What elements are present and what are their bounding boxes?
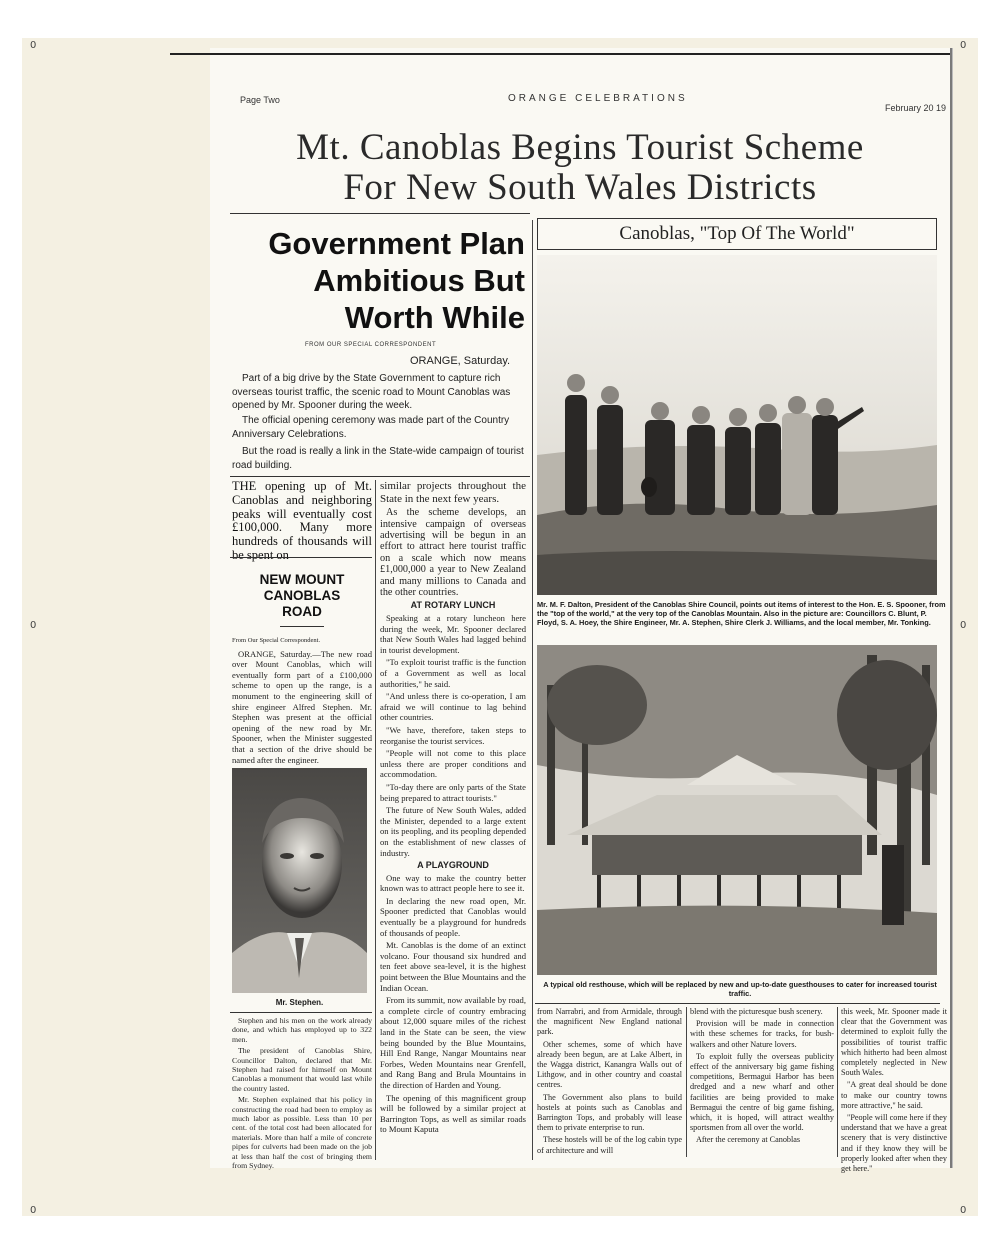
- publication-title: ORANGE CELEBRATIONS: [508, 93, 688, 104]
- paragraph: Speaking at a rotary luncheon here during the week, Mr. Spooner declared that New South Wales had lagged behind in tourist development.: [380, 613, 526, 655]
- portrait-caption: Mr. Stephen.: [275, 998, 324, 1007]
- road-title-line-3: ROAD: [282, 604, 322, 619]
- portrait-photo: [232, 768, 367, 993]
- main-headline: [210, 128, 950, 208]
- paragraph: "To-day there are only parts of the State being prepared to attract tourists.": [380, 781, 526, 803]
- paragraph: ORANGE, Saturday.—The new road over Mount Canoblas, which will eventually form part of a £100,000 scheme to open up the range, is a monument to the engineering skill of shire engineer Alfred Stephen. Mr. Stephen was present at the official opening of the new road by Mr. Spooner, when the Minister suggested that a section of the drive should be named after the engineer.: [232, 648, 372, 765]
- section-box-title: Canoblas, "Top Of The World": [537, 218, 937, 250]
- paragraph: After the ceremony at Canoblas: [696, 1135, 801, 1145]
- road-title-line-2: CANOBLAS: [263, 588, 341, 603]
- paragraph: from Narrabri, and from Armidale, through the magnificent New England national park.: [537, 1007, 682, 1037]
- story-byline: FROM OUR SPECIAL CORRESPONDENT: [305, 342, 437, 348]
- margin-mark-tr: 0: [960, 40, 967, 51]
- paragraph: "People will come here if they understand that we have a great scenery that is very distinctive and if they know they will be properly looked after when they get here.": [841, 1113, 947, 1174]
- margin-mark-br: 0: [960, 1205, 967, 1216]
- paragraph: "A great deal should be done to make our country towns more attractive," he said.: [841, 1080, 947, 1110]
- road-story-column: [232, 636, 372, 780]
- paragraph: From its summit, now available by road, a complete circle of country embracing about 12,000 square miles of the richest land in the State can be seen, the view being bounded by the Blue Mountains, Hill End Range, Nangar Mountains near Forbes, Weden Mountains near Grenfell, and Rang Bang and Brula Mountains in the direction of Harden and Young.: [380, 995, 526, 1090]
- paragraph: To exploit fully the overseas publicity effect of the anniversary big game fishing competitions, Bermagui Harbor has been dredged and a new wharf and other facilities are being provided to make Bermagui the centre of big game fishing, which, it is hoped, will attract wealthy sportsmen from all over the world.: [690, 1051, 834, 1133]
- paragraph: similar projects throughout the State in the next few years.: [380, 480, 526, 505]
- playground-subhead: A PLAYGROUND: [417, 860, 489, 871]
- lead-paragraph: But the road is really a link in the State-wide campaign of tourist road building.: [232, 446, 524, 471]
- story-title: [225, 225, 525, 336]
- margin-mark-bl: 0: [30, 1205, 37, 1216]
- paragraph: this week, Mr. Spooner made it clear that the Government was determined to exploit fully the possibilities of tourist traffic which hitherto had been almost completely neglected in New South Wales.: [841, 1007, 947, 1078]
- headline-line-1: Mt. Canoblas Begins Tourist Scheme: [296, 127, 864, 168]
- paragraph: "We have, therefore, taken steps to reorganise the tourist services.: [380, 724, 526, 746]
- column-rule: [686, 1007, 687, 1157]
- rotary-subhead: AT ROTARY LUNCH: [410, 600, 496, 611]
- column-rule: [375, 480, 376, 1160]
- bottom-column-2: [690, 1007, 834, 1148]
- lead-paragraph: The official opening ceremony was made part of the Country Anniversary Celebrations.: [232, 415, 510, 440]
- paragraph: The future of New South Wales, added the Minister, depended to a large extent on its peopling, and its peopling depended on the establishment of new classes of industry.: [380, 805, 526, 858]
- paragraph: "And unless there is co-operation, I am afraid we will continue to lag behind other countries.: [380, 691, 526, 723]
- bottom-column-1: [537, 1007, 682, 1158]
- story-title-line-2: Ambitious But: [313, 263, 525, 298]
- margin-mark-mr: 0: [960, 620, 967, 631]
- resthouse-caption: A typical old resthouse, which will be replaced by new and up-to-date guesthouses to cater for increased tourist traffic.: [543, 980, 937, 998]
- group-photo: [537, 255, 937, 595]
- group-photo-caption: Mr. M. F. Dalton, President of the Canoblas Shire Council, points out items of interest to the Hon. E. S. Spooner, from the "top of the world," at the very top of the Canoblas Mountain. Also in the picture are: Councillors C. Blunt, P. Floyd, S. A. Hoey, the Shire Engineer, Mr. A. Stephen, Shire Clerk J. Williams, and the local member, Mr. Tonking.: [537, 600, 946, 627]
- caption-rule: [230, 1012, 372, 1013]
- section-rule: [230, 213, 530, 214]
- intro-rule: [230, 557, 372, 558]
- paragraph: "People will not come to this place unless there are proper conditions and accommodation.: [380, 748, 526, 780]
- bottom-column-3: [841, 1007, 947, 1176]
- road-title-line-1: NEW MOUNT: [259, 572, 345, 587]
- paragraph: The president of Canoblas Shire, Councillor Dalton, declared that Mr. Stephen had raised for himself on Mount Canoblas a monument that would last while the country lasted.: [232, 1046, 372, 1093]
- paragraph: These hostels will be of the log cabin type of architecture and will: [537, 1135, 682, 1155]
- lead-rule: [230, 476, 530, 477]
- road-story-continued: [232, 1016, 372, 1173]
- intro-paragraph: THE opening up of Mt. Canoblas and neighboring peaks will eventually cost £100,000. Many more hundreds of thousands will be spent on: [232, 479, 372, 562]
- paragraph: Mt. Canoblas is the dome of an extinct volcano. Four thousand six hundred and ten feet above sea-level, it is the highest point between the Blue Mountains and the Indian Ocean.: [380, 940, 526, 993]
- issue-date: February 20 19: [885, 103, 947, 113]
- resthouse-photo: [537, 645, 937, 975]
- paragraph: blend with the picturesque bush scenery.: [690, 1007, 823, 1016]
- story-title-line-1: Government Plan: [268, 226, 525, 261]
- paragraph: "To exploit tourist traffic is the function of a Government as well as local authorities," he said.: [380, 657, 526, 689]
- margin-mark-tl: 0: [30, 40, 37, 51]
- road-story-title: [232, 572, 372, 620]
- paragraph: As the scheme develops, an intensive campaign of overseas advertising will be begun in an effort to attract here tourist traffic on a scale which now means £1,000,000 a year to New Zealand and many millions to Canada and the other countries.: [380, 507, 526, 599]
- road-byline: From Our Special Correspondent.: [232, 637, 321, 644]
- paragraph: One way to make the country better known was to attract people here to see it.: [380, 872, 526, 894]
- paragraph: The Government also plans to build hostels at points such as Canoblas and Barrington Tops, and probably will lease them to private enterprise to run.: [537, 1092, 682, 1133]
- story-column-2: [380, 480, 526, 1137]
- short-rule: [280, 626, 324, 627]
- lead-paragraph: Part of a big drive by the State Government to capture rich overseas tourist traffic, the scenic road to Mount Canoblas was opened by Mr. Spooner during the week.: [232, 373, 511, 411]
- story-dateline: ORANGE, Saturday.: [410, 355, 511, 367]
- caption-rule: [535, 1003, 940, 1004]
- story-title-line-3: Worth While: [344, 300, 525, 335]
- top-rule: [170, 53, 950, 55]
- paragraph: Provision will be made in connection with these schemes for tracks, for bush-walkers and other Nature lovers.: [690, 1019, 834, 1049]
- paragraph: The opening of this magnificent group will be followed by a similar project at Barrington Tops, as well as similar roads to Mount Kaputa: [380, 1092, 526, 1135]
- paragraph: Other schemes, some of which have already been begun, are at Lake Albert, in the Wagga district, Kanangra Walls out of Lithgow, and in other country and coastal centres.: [537, 1039, 682, 1090]
- margin-mark-ml: 0: [30, 620, 37, 631]
- paragraph: Stephen and his men on the work already done, and which has employed up to 322 men.: [232, 1016, 372, 1044]
- paragraph: Mr. Stephen explained that his policy in constructing the road had been to employ as much labor as possible. Less than 10 per cent. of the total cost had been allocated for materials. More than half a mile of concrete pipes for culverts had been made on the job at less than half the cost of bringing them from Sydney.: [232, 1095, 372, 1171]
- column-rule: [532, 220, 533, 1160]
- column-rule: [837, 1007, 838, 1157]
- page-number: Page Two: [240, 95, 280, 105]
- paragraph: In declaring the new road open, Mr. Spooner predicted that Canoblas would eventually be a playground for hundreds of thousands of people.: [380, 895, 526, 938]
- headline-line-2: For New South Wales Districts: [343, 167, 817, 208]
